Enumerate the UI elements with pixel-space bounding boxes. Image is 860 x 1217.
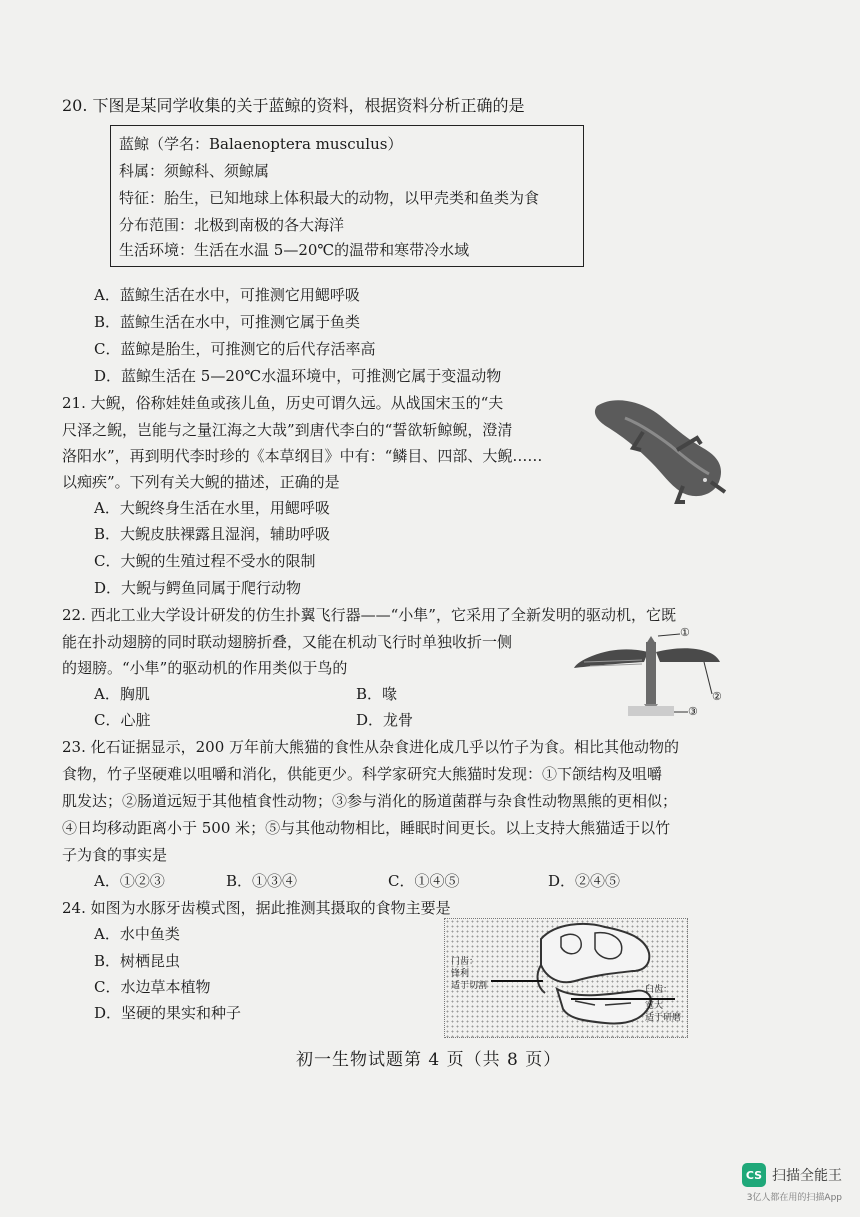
q24-option-a: A．水中鱼类: [94, 925, 180, 943]
q23-option-a: A．①②③: [94, 872, 165, 890]
q20-option-a: A．蓝鲸生活在水中，可推测它用鳃呼吸: [94, 286, 360, 304]
q23-line-4: ④日均移动距离小于 500 米；⑤与其他动物相比，睡眠时间更长。以上支持大熊猫适于以竹: [62, 819, 671, 837]
page-footer: 初一生物试题第 4 页（共 8 页）: [296, 1050, 562, 1070]
q21-line-4: 以痴疾”。下列有关大鲵的描述，正确的是: [62, 473, 340, 491]
q22-line-3: 的翅膀。“小隼”的驱动机的作用类似于鸟的: [62, 659, 348, 677]
incisor-label-title: 门齿：: [451, 957, 479, 967]
q20-option-b: B．蓝鲸生活在水中，可推测它属于鱼类: [94, 313, 361, 331]
q22-option-b: B．喙: [356, 685, 398, 703]
q22-option-a: A．胸肌: [94, 685, 150, 703]
aircraft-label-2: ②: [712, 690, 722, 703]
q21-line-1: 21. 大鲵，俗称娃娃鱼或孩儿鱼，历史可谓久远。从战国宋玉的“夫: [62, 394, 504, 412]
q22-line-2: 能在扑动翅膀的同时联动翅膀折叠，又能在机动飞行时单独收折一侧: [62, 633, 513, 651]
q24-stem: 24. 如图为水豚牙齿模式图，据此推测其摄取的食物主要是: [62, 899, 451, 917]
q21-line-2: 尺泽之鲵，岂能与之量江海之大哉”到唐代李白的“誓欲斩鲸鲵，澄清: [62, 421, 513, 439]
molar-label-title: 臼齿：: [645, 985, 673, 995]
watermark-subtitle: 3亿人都在用的扫描App: [746, 1193, 842, 1203]
capybara-teeth-diagram: [444, 918, 688, 1038]
q21-option-b: B．大鲵皮肤裸露且湿润，辅助呼吸: [94, 525, 331, 543]
q23-line-2: 食物，竹子坚硬难以咀嚼和消化，供能更少。科学家研究大熊猫时发现：①下颌结构及咀嚼: [62, 765, 663, 783]
aircraft-label-1: ①: [680, 626, 690, 639]
incisor-label-function: 适于切割: [451, 981, 488, 991]
aircraft-label-3: ③: [688, 705, 698, 718]
q22-option-d: D．龙骨: [356, 711, 414, 729]
q23-line-3: 肌发达；②肠道远短于其他植食性动物；③参与消化的肠道菌群与杂食性动物黑熊的更相似；: [62, 792, 678, 810]
q20-option-d: D．蓝鲸生活在 5—20℃水温环境中，可推测它属于变温动物: [94, 367, 502, 385]
q24-option-d: D．坚硬的果实和种子: [94, 1004, 242, 1022]
q24-option-b: B．树栖昆虫: [94, 952, 181, 970]
bionic-aircraft-figure: [572, 622, 722, 722]
camscanner-logo-icon: CS: [742, 1163, 766, 1187]
q23-option-d: D．②④⑤: [548, 872, 621, 890]
watermark-title: 扫描全能王: [772, 1168, 842, 1184]
info-line-habitat: 生活环境：生活在水温 5—20℃的温带和寒带冷水域: [119, 241, 470, 259]
info-line-feature: 特征：胎生，已知地球上体积最大的动物，以甲壳类和鱼类为食: [119, 189, 540, 207]
q23-line-1: 23. 化石证据显示，200 万年前大熊猫的食性从杂食进化成几乎以竹子为食。相比其他动物的: [62, 738, 680, 756]
info-line-name: 蓝鲸（学名：Balaenoptera musculus）: [119, 135, 403, 153]
q21-option-c: C．大鲵的生殖过程不受水的限制: [94, 552, 316, 570]
q21-line-3: 洛阳水”，再到明代李时珍的《本草纲目》中有：“鳞目、四部、大鲵……: [62, 447, 543, 465]
q22-line-1: 22. 西北工业大学设计研发的仿生扑翼飞行器——“小隼”，它采用了全新发明的驱动机，它既: [62, 606, 676, 624]
q23-line-5: 子为食的事实是: [62, 846, 168, 864]
incisor-label-sharp: 锋利: [451, 969, 470, 979]
q22-option-c: C．心脏: [94, 711, 151, 729]
giant-salamander-image: [585, 388, 735, 508]
q24-option-c: C．水边草本植物: [94, 978, 211, 996]
info-line-range: 分布范围：北极到南极的各大海洋: [119, 216, 345, 234]
blue-whale-info-box: [110, 125, 584, 267]
molar-label-wide: 宽大: [645, 1001, 664, 1011]
q23-option-c: C．①④⑤: [388, 872, 460, 890]
q20-stem: 20. 下图是某同学收集的关于蓝鲸的资料，根据资料分析正确的是: [62, 96, 525, 115]
scanner-watermark: [742, 1163, 842, 1187]
q21-option-d: D．大鲵与鳄鱼同属于爬行动物: [94, 579, 302, 597]
q20-option-c: C．蓝鲸是胎生，可推测它的后代存活率高: [94, 340, 376, 358]
q21-option-a: A．大鲵终身生活在水里，用鳃呼吸: [94, 499, 330, 517]
q23-option-b: B．①③④: [226, 872, 298, 890]
molar-label-function: 适于研磨: [645, 1013, 682, 1023]
info-line-family: 科属：须鲸科、须鲸属: [119, 162, 270, 180]
